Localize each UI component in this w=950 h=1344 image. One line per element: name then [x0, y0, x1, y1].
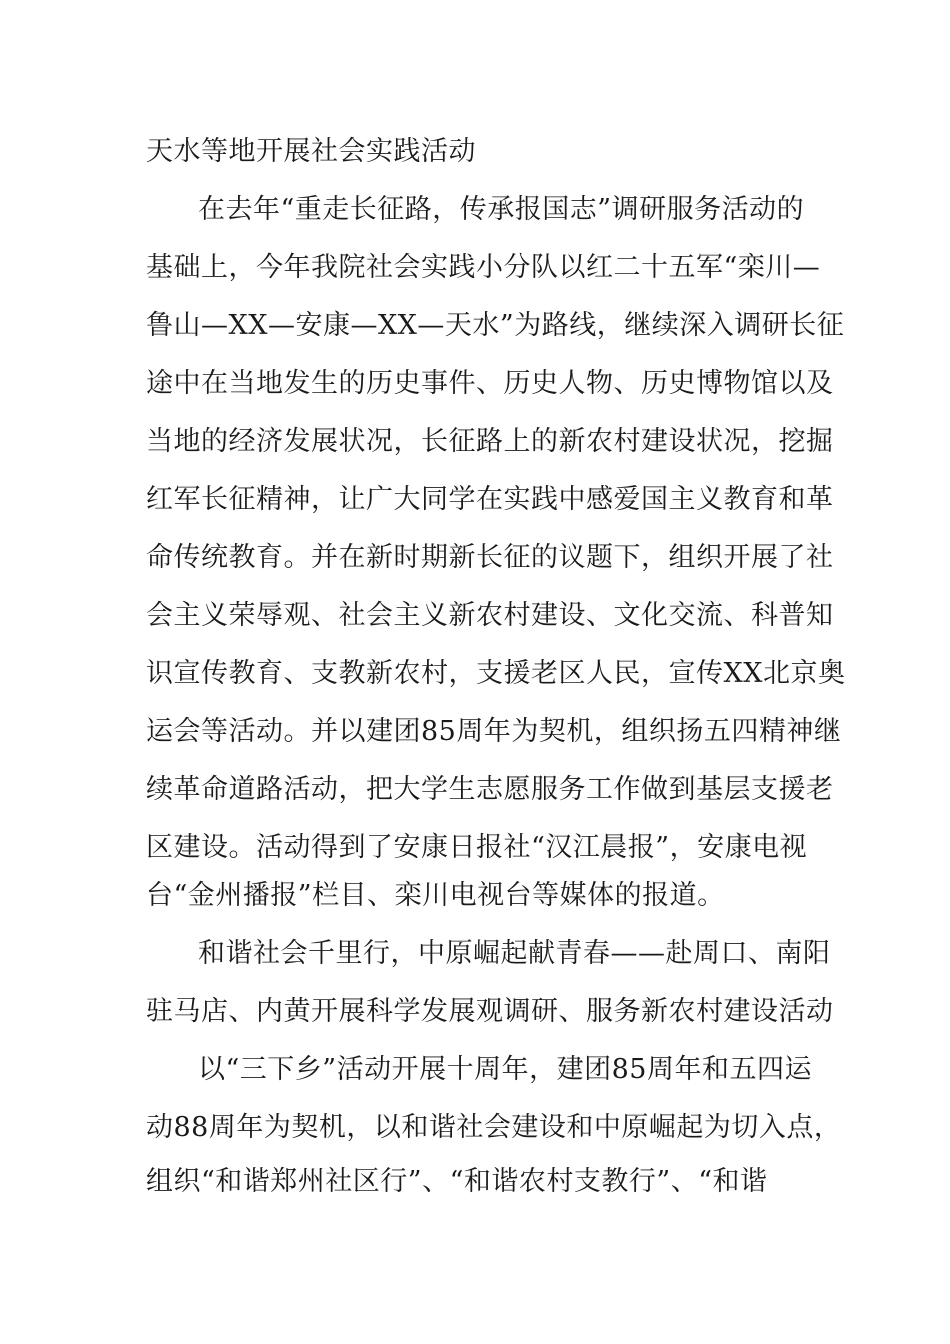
text-line: 当地的经济发展状况，长征路上的新农村建设状况，挖掘	[146, 426, 834, 457]
text-line: 途中在当地发生的历史事件、历史人物、历史博物馆以及	[146, 368, 834, 399]
text-line: 会主义荣辱观、社会主义新农村建设、文化交流、科普知	[146, 600, 834, 631]
text-line: 命传统教育。并在新时期新长征的议题下，组织开展了社	[146, 542, 834, 573]
text-line: 驻马店、内黄开展科学发展观调研、服务新农村建设活动	[146, 996, 834, 1027]
text-line: 续革命道路活动，把大学生志愿服务工作做到基层支援老	[146, 774, 834, 805]
text-line: 以“三下乡”活动开展十周年，建团85周年和五四运	[198, 1054, 812, 1085]
text-line: 基础上，今年我院社会实践小分队以红二十五军“栾川—	[146, 252, 821, 283]
text-line: 组织“和谐郑州社区行”、“和谐农村支教行”、“和谐	[146, 1166, 768, 1197]
text-line: 运会等活动。并以建团85周年为契机，组织扬五四精神继	[146, 716, 842, 747]
text-line: 在去年“重走长征路，传承报国志”调研服务活动的	[198, 194, 805, 225]
text-line: 红军长征精神，让广大同学在实践中感爱国主义教育和革	[146, 484, 834, 515]
text-line: 鲁山—XX—安康—XX—天水”为路线，继续深入调研长征	[146, 310, 845, 341]
text-line: 和谐社会千里行，中原崛起献青春——赴周口、南阳	[198, 938, 831, 969]
text-line: 天水等地开展社会实践活动	[146, 136, 476, 167]
text-line: 区建设。活动得到了安康日报社“汉江晨报”，安康电视	[146, 832, 808, 863]
text-line: 识宣传教育、支教新农村，支援老区人民，宣传XX北京奥	[146, 658, 846, 689]
text-line: 台“金州播报”栏目、栾川电视台等媒体的报道。	[146, 880, 725, 911]
text-line: 动88周年为契机，以和谐社会建设和中原崛起为切入点，	[146, 1112, 842, 1143]
